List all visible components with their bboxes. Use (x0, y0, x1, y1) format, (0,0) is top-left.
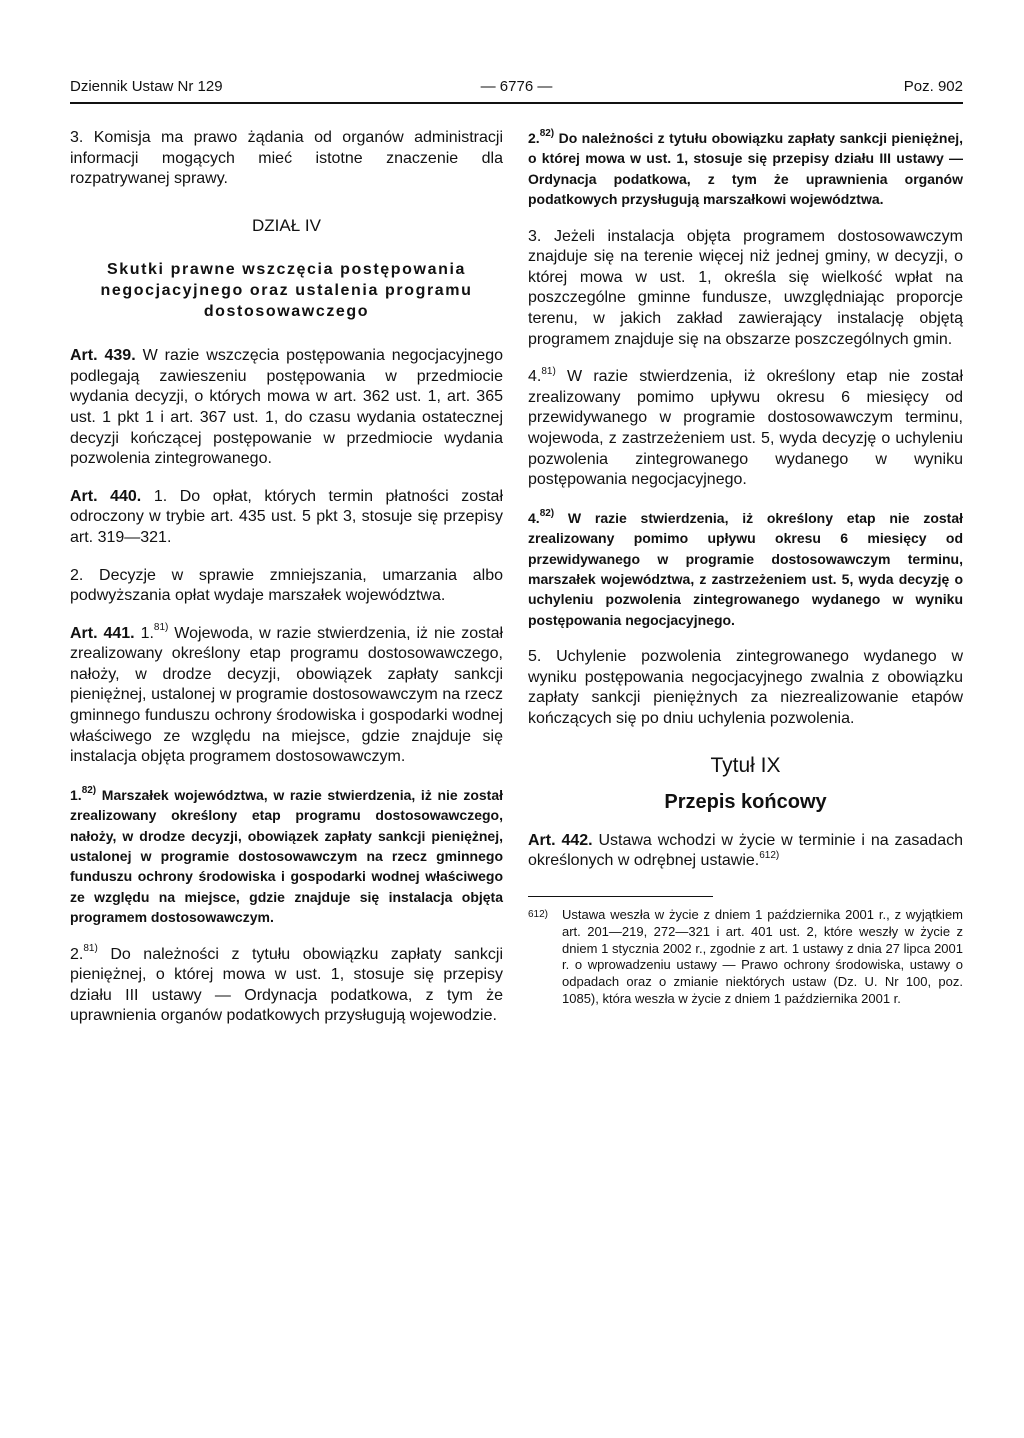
footnote-divider (528, 896, 713, 897)
page-number: — 6776 — (480, 78, 553, 95)
footnote-ref: 81) (83, 943, 98, 955)
paragraph-number: 2. (528, 130, 540, 146)
article-text: 1. Do opłat, których termin płatności został odroczony w trybie art. 435 ust. 5 pkt 3, stosuje się przepisy art. 319—321. (70, 487, 504, 546)
left-column (70, 128, 503, 1044)
paragraph-text: Do należności z tytułu obowiązku zapłaty sankcji pieniężnej, o której mowa w ust. 1, stosuje się przepisy działu III ustawy — Ordynacja podatkowa, z tym że uprawnienia organów podatkowych przysługują marszałkowi województwa. (528, 130, 964, 208)
footnote-ref: 81) (541, 365, 556, 377)
paragraph-number: 4. (528, 509, 540, 526)
article-440-paragraph-2: 2. Decyzje w sprawie zmniejszania, umarzania albo podwyższania opłat wydaje marszałek województwa. (70, 566, 503, 605)
section-title: Skutki prawne wszczęcia postępowania negocjacyjnego oraz ustalenia programu dostosowawczego (100, 261, 473, 320)
article-text: Ustawa wchodzi w życie w terminie i na zasadach określonych w odrębnej ustawie. (528, 831, 963, 870)
footnote-ref: 612) (759, 850, 780, 862)
position-number: Poz. 902 (903, 78, 963, 95)
article-442 (528, 831, 963, 872)
article-label: Art. 439. (70, 347, 136, 365)
footnote (528, 907, 963, 1008)
title-label: Tytuł IX (710, 753, 781, 777)
article-label: Art. 440. (70, 487, 142, 505)
journal-title: Dziennik Ustaw Nr 129 (70, 78, 223, 95)
article-440 (70, 487, 503, 549)
footnote-mark: 612) (528, 908, 549, 920)
paragraph-number: 4. (528, 368, 542, 386)
paragraph-text: W razie stwierdzenia, iż określony etap nie został zrealizowany pomimo upływu okresu 6 miesięcy od przewidywanego w programie dostosowawczym terminu, marszałek województwa, z zastrzeżeniem ust. 5, wyda decyzję o uchyleniu pozwolenia zintegrowanego wydanego w wyniku postępowania negocjacyjnego. (528, 509, 963, 628)
article-439 (70, 346, 503, 470)
article-441-paragraph-3: 3. Jeżeli instalacja objęta programem dostosowawczym znajduje się na terenie więcej niż jednej gminy, w decyzji, o której mowa w ust. 1, określa się wielkość wpłat na poszczególne gminne fundusze, uwzględniając proporcje terenu, w jakich zakład zawierający instalację objętą programem znajduje się na obszarze poszczególnych gmin. (528, 227, 963, 348)
article-label: Art. 441. (70, 624, 135, 642)
article-441-paragraph-4-amended (528, 508, 963, 630)
footnote-ref: 82) (539, 128, 555, 140)
footnote-ref: 81) (153, 622, 169, 634)
article-441 (70, 624, 503, 768)
paragraph-number: 1. (70, 786, 82, 803)
paragraph-number: 2. (70, 945, 84, 963)
paragraph-text: W razie stwierdzenia, iż określony etap nie został zrealizowany pomimo upływu okresu 6 miesięcy od przewidywanego w programie dostosowawczym terminu, wojewoda, z zastrzeżeniem ust. 5, wyda decyzję o uchyleniu pozwolenia zintegrowanego wydanego w wyniku postępowania negocjacyjnego. (528, 368, 963, 489)
footnote-text: Ustawa weszła w życie z dniem 1 października 2001 r., z wyjątkiem art. 201—219, 272—321 i art. 401 ust. 2, które weszły w życie z dniem 1 stycznia 2002 r., zgodnie z art. 1 ustawy z dnia 27 lipca 2001 r. o wprowadzeniu ustawy — Prawo ochrony środowiska, ustawy o odpadach oraz o zmianie niektórych ustaw (Dz. U. Nr 100, poz. 1085), która weszła w życie z dniem 1 października 2001 r. (562, 906, 963, 1006)
paragraph-text: Marszałek województwa, w razie stwierdzenia, iż nie został zrealizowany określony etap programu dostosowawczego, nałoży, w drodze decyzji, obowiązek zapłaty sankcji pieniężnej, ustalonej w programie dostosowawczym na rzecz gminnego funduszu ochrony środowiska i gospodarki wodnej właściwego ze względu na miejsce, gdzie znajduje się instalacja objęta programem dostosowawczym. (70, 786, 503, 926)
article-text: W razie wszczęcia postępowania negocjacyjnego podlegają zawieszeniu postępowania w przedmiocie wydania decyzji, o których mowa w art. 362 ust. 1, art. 365 ust. 1 pkt 1 i art. 367 ust. 1, do czasu wydania ostatecznej decyzji kończącej postępowanie w przedmiocie wydania pozwolenia zintegrowanego. (70, 347, 503, 468)
article-441-paragraph-1-amended (70, 785, 503, 928)
article-441-paragraph-5: 5. Uchylenie pozwolenia zintegrowanego wydanego w wyniku postępowania negocjacyjnego zwalnia z obowiązku zapłaty sankcji pieniężnych za niezrealizowanie etapów kończących się po dniu uchylenia pozwolenia. (528, 648, 963, 727)
section-label: DZIAŁ IV (252, 215, 321, 235)
article-441-paragraph-4 (528, 367, 963, 491)
paragraph-number: 1. (140, 624, 154, 642)
article-text: Wojewoda, w razie stwierdzenia, iż nie został zrealizowany określony etap programu dostosowawczego, nałoży, w drodze decyzji, obowiązek zapłaty sankcji pieniężnej, ustalonej w programie dostosowawczym na rzecz gminnego funduszu ochrony środowiska i gospodarki wodnej właściwego ze względu na miejsce, gdzie znajduje się instalacja objęta programem dostosowawczym. (70, 624, 504, 766)
page-header (70, 78, 963, 104)
article-label: Art. 442. (528, 831, 593, 849)
title-heading: Przepis końcowy (664, 791, 827, 814)
article-441-paragraph-2-amended (528, 128, 963, 210)
paragraph-text: Do należności z tytułu obowiązku zapłaty sankcji pieniężnej, o której mowa w ust. 1, stosuje się przepisy działu III ustawy — Ordynacja podatkowa, z tym że uprawnienia organów podatkowych przysługują wojewodzie. (70, 945, 503, 1025)
right-column (528, 128, 963, 1008)
footnote-ref: 82) (539, 508, 555, 520)
article-441-paragraph-2 (70, 945, 503, 1027)
paragraph-3: 3. Komisja ma prawo żądania od organów administracji informacji mogących mieć istotne znaczenie dla rozpatrywanej sprawy. (70, 129, 503, 188)
footnote-ref: 82) (81, 785, 97, 797)
